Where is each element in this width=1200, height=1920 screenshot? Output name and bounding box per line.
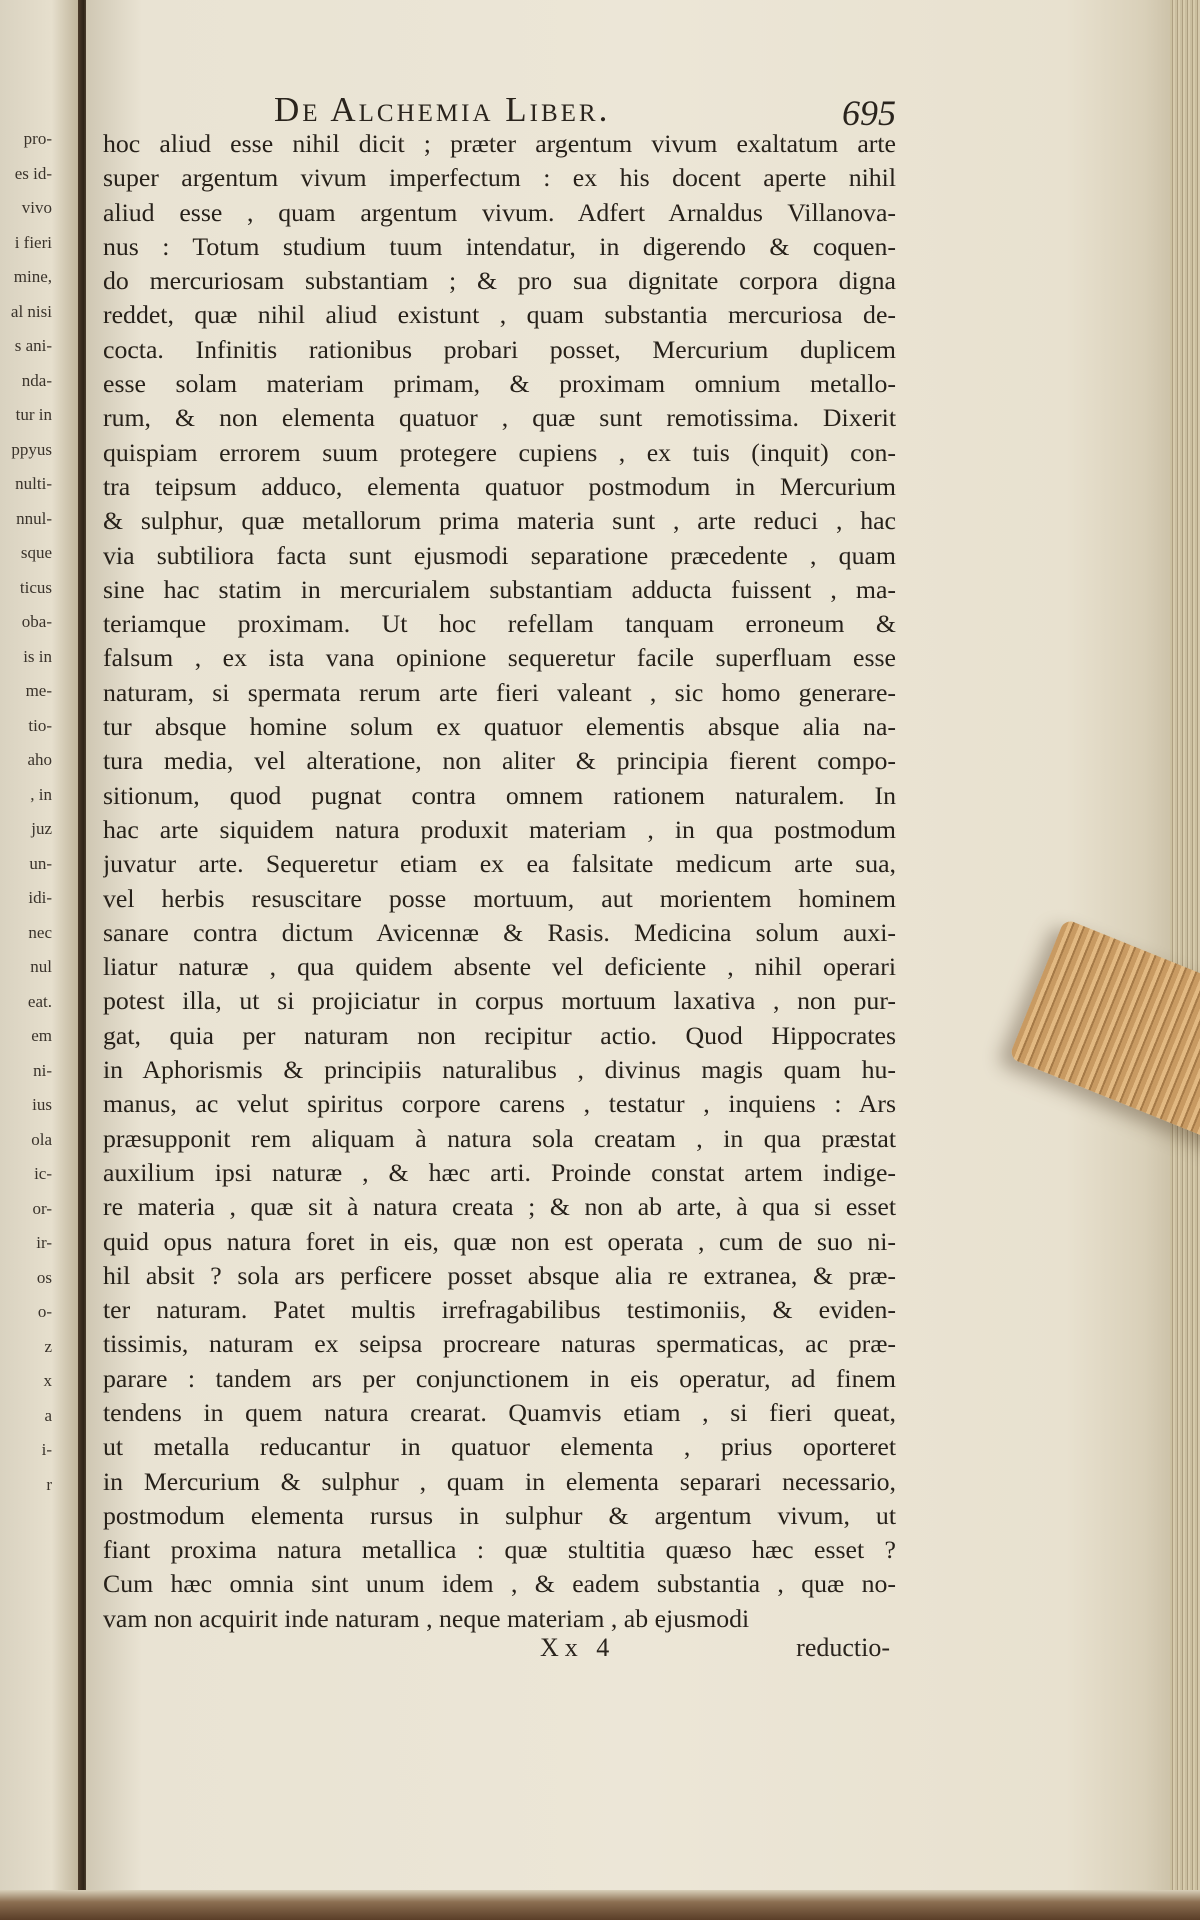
left-fragment: tio-	[28, 715, 52, 735]
left-fragment: i-	[41, 1440, 52, 1459]
left-fragment: ticus	[19, 577, 52, 597]
left-fragment: oba-	[21, 612, 52, 631]
left-fragment: x	[43, 1371, 52, 1390]
left-fragment: r	[46, 1474, 52, 1494]
text-line: aliud esse , quam argentum vivum. Adfert Arnaldus Villanova-	[103, 197, 896, 227]
text-line: vel herbis resuscitare posse mortuum, aut morientem hominem	[103, 883, 896, 913]
left-fragment: idi-	[28, 888, 52, 907]
left-fragment: a	[44, 1405, 52, 1425]
left-fragment: ola	[31, 1129, 52, 1149]
left-fragment: s ani-	[14, 336, 52, 355]
left-fragment: un-	[29, 853, 52, 873]
text-line: in Mercurium & sulphur , quam in elementa separari necessario,	[103, 1466, 896, 1496]
text-line: in Aphorismis & principiis naturalibus , divinus magis quam hu-	[103, 1055, 896, 1085]
page-edges	[1170, 0, 1200, 1920]
text-line: reddet, quæ nihil aliud existunt , quam substantia mercuriosa de-	[103, 300, 896, 330]
text-line: hil absit ? sola ars perficere posset absque alia re extranea, & præ-	[103, 1260, 896, 1290]
left-fragment: ppyus	[11, 439, 52, 459]
text-line: Cum hæc omnia sint unum idem , & eadem substantia , quæ no-	[103, 1569, 896, 1599]
left-fragment: em	[31, 1026, 52, 1045]
text-line: sitionum, quod pugnat contra omnem rationem naturalem. In	[103, 780, 896, 810]
text-line: & sulphur, quæ metallorum prima materia sunt , arte reduci , hac	[103, 506, 896, 536]
text-line: super argentum vivum imperfectum : ex his docent aperte nihil	[103, 163, 896, 193]
left-fragment: ius	[32, 1095, 52, 1114]
left-fragment: aho	[27, 750, 52, 769]
text-line: sine hac statim in mercurialem substantiam adducta fuissent , ma-	[103, 574, 896, 604]
text-line: nus : Totum studium tuum intendatur, in digerendo & coquen-	[103, 231, 896, 261]
text-line: tissimis, naturam ex seipsa procreare naturas spermaticas, ac præ-	[103, 1329, 896, 1359]
book-bottom-edge	[0, 1890, 1200, 1920]
signature-mark: Xx 4	[540, 1633, 616, 1662]
body-text	[103, 127, 896, 1636]
text-line: do mercuriosam substantiam ; & pro sua dignitate corpora digna	[103, 266, 896, 296]
text-line: fiant proxima natura metallica : quæ stultitia quæso hæc esset ?	[103, 1535, 896, 1565]
left-fragment: nec	[28, 922, 52, 942]
left-fragment: nul	[30, 957, 52, 976]
text-line: sanare contra dictum Avicennæ & Rasis. Medicina solum auxi-	[103, 917, 896, 947]
left-fragment: i fieri	[14, 232, 52, 252]
text-line: teriamque proximam. Ut hoc refellam tanquam erroneum &	[103, 609, 896, 639]
text-line: potest illa, ut si projiciatur in corpus mortuum laxativa , non pur-	[103, 986, 896, 1016]
running-head: De Alchemia Liber.	[274, 90, 611, 129]
left-fragment: es id-	[14, 163, 52, 183]
text-line: hac arte siquidem natura produxit materiam , in qua postmodum	[103, 814, 896, 844]
text-line: tra teipsum adduco, elementa quatuor postmodum in Mercurium	[103, 471, 896, 501]
text-line: tur absque homine solum ex quatuor elementis absque alia na-	[103, 712, 896, 742]
left-fragment: tur in	[15, 405, 52, 424]
text-line: liatur naturæ , qua quidem absente vel deficiente , nihil operari	[103, 952, 896, 982]
left-page-text-fragments	[2, 122, 82, 1502]
text-line: juvatur arte. Sequeretur etiam ex ea falsitate medicum arte sua,	[103, 849, 896, 879]
left-fragment: is in	[23, 646, 52, 666]
left-fragment: eat.	[27, 991, 52, 1011]
left-fragment: os	[36, 1267, 52, 1287]
text-line: esse solam materiam primam, & proximam omnium metallo-	[103, 369, 896, 399]
text-line: via subtiliora facta sunt ejusmodi separatione præcedente , quam	[103, 540, 896, 570]
left-fragment: mine,	[13, 267, 52, 286]
left-fragment: , in	[30, 784, 52, 804]
text-line: auxilium ipsi naturæ , & hæc arti. Proinde constat artem indige-	[103, 1157, 896, 1187]
left-fragment: nda-	[21, 370, 52, 390]
text-line: re materia , quæ sit à natura creata ; & non ab arte, à qua si esset	[103, 1192, 896, 1222]
text-line: quid opus natura foret in eis, quæ non est operata , cum de suo ni-	[103, 1226, 896, 1256]
left-fragment: ir-	[36, 1233, 52, 1252]
left-fragment: al nisi	[10, 301, 52, 321]
text-line: ut metalla reducantur in quatuor elementa , prius oporteret	[103, 1432, 896, 1462]
text-line: quispiam errorem suum protegere cupiens , ex tuis (inquit) con-	[103, 437, 896, 467]
text-line: hoc aliud esse nihil dicit ; præter argentum vivum exaltatum arte	[103, 129, 896, 158]
left-fragment: pro-	[23, 129, 52, 148]
catchword: reductio-	[796, 1633, 890, 1662]
left-fragment: me-	[25, 681, 52, 700]
left-fragment: or-	[32, 1198, 52, 1218]
text-line: manus, ac velut spiritus corpore carens , testatur , inquiens : Ars	[103, 1089, 896, 1119]
text-line: rum, & non elementa quatuor , quæ sunt remotissima. Dixerit	[103, 403, 896, 433]
text-line: gat, quia per naturam non recipitur actio. Quod Hippocrates	[103, 1020, 896, 1050]
left-fragment: sque	[20, 543, 52, 562]
text-line: tendens in quem natura crearat. Quamvis etiam , si fieri queat,	[103, 1397, 896, 1427]
left-fragment: ic-	[34, 1164, 52, 1183]
left-page	[0, 0, 86, 1920]
left-fragment: nulti-	[15, 474, 52, 493]
left-fragment: vivo	[21, 198, 52, 217]
text-line: falsum , ex ista vana opinione sequeretur facile superfluam esse	[103, 643, 896, 673]
left-fragment: nnul-	[16, 508, 52, 528]
left-fragment: o-	[37, 1302, 52, 1321]
text-line: præsupponit rem aliquam à natura sola creatam , in qua præstat	[103, 1123, 896, 1153]
left-fragment: ni-	[33, 1060, 52, 1080]
left-fragment: z	[44, 1336, 52, 1356]
text-line: naturam, si spermata rerum arte fieri valeant , sic homo generare-	[103, 677, 896, 707]
text-line: vam non acquirit inde naturam , neque materiam , ab ejusmodi	[103, 1603, 750, 1633]
text-line: ter naturam. Patet multis irrefragabilibus testimoniis, & eviden-	[103, 1295, 896, 1325]
text-line: postmodum elementa rursus in sulphur & argentum vivum, ut	[103, 1500, 896, 1530]
page-number: 695	[842, 93, 896, 133]
left-fragment: juz	[31, 819, 52, 838]
text-line: tura media, vel alteratione, non aliter & principia fierent compo-	[103, 746, 896, 776]
text-line: parare : tandem ars per conjunctionem in eis operatur, ad finem	[103, 1363, 896, 1393]
text-line: cocta. Infinitis rationibus probari posset, Mercurium duplicem	[103, 334, 896, 364]
